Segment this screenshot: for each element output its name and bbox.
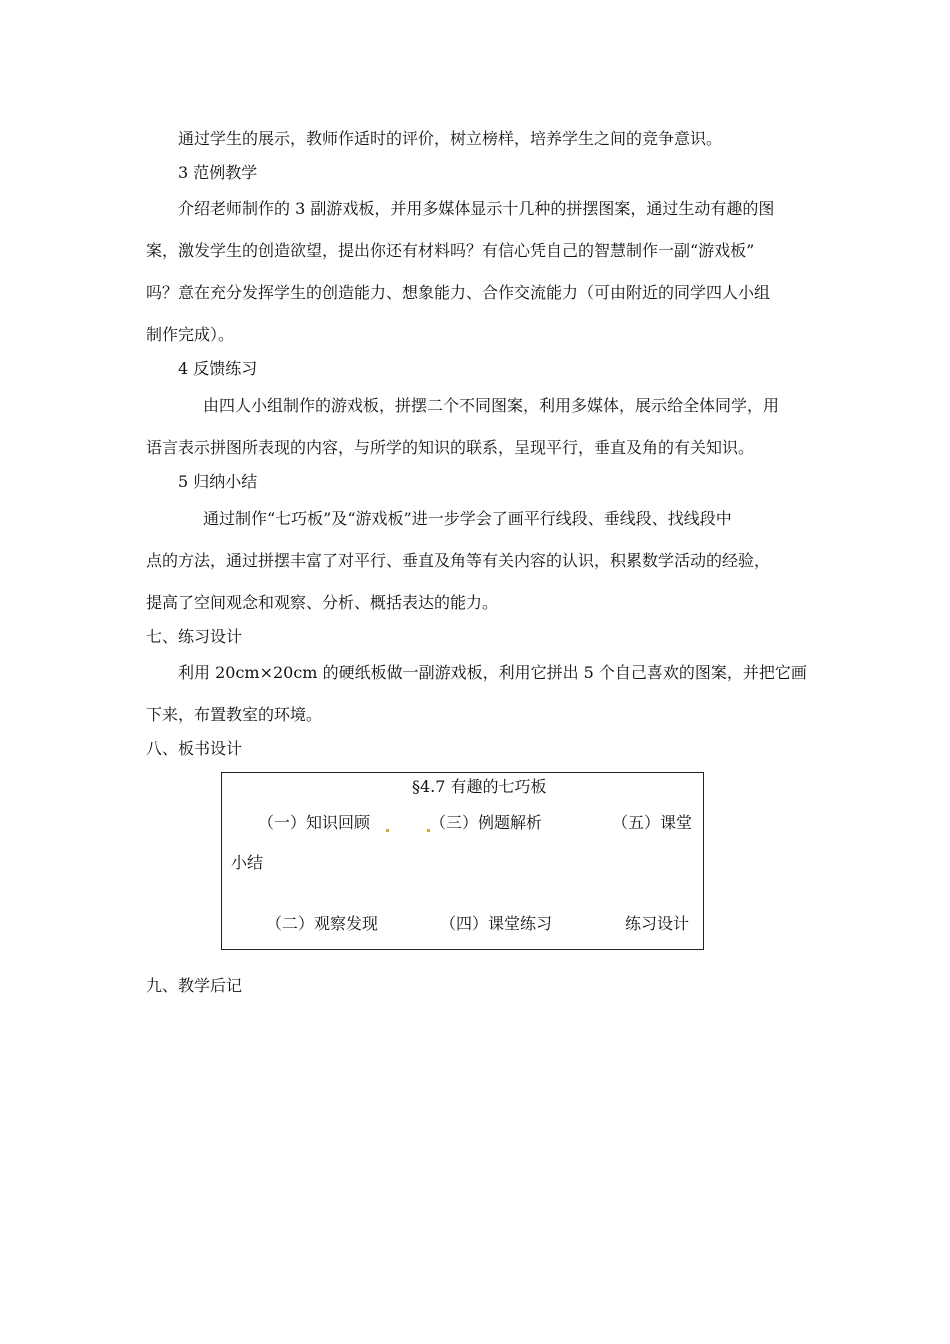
section-exercise-design: 七、练习设计 bbox=[146, 627, 243, 646]
paragraph-exercise-line-1: 利用 20cm×20cm 的硬纸板做一副游戏板，利用它拼出 5 个自己喜欢的图案，并把它画 bbox=[178, 663, 807, 682]
board-design-box bbox=[221, 772, 704, 950]
decorative-dot bbox=[386, 829, 389, 832]
paragraph-summary-line-2: 点的方法，通过拼摆丰富了对平行、垂直及角等有关内容的认识，积累数学活动的经验， bbox=[146, 551, 771, 570]
paragraph-feedback-line-2: 语言表示拼图所表现的内容，与所学的知识的联系，呈现平行，垂直及角的有关知识。 bbox=[146, 438, 755, 457]
paragraph-feedback-line-1: 由四人小组制作的游戏板，拼摆二个不同图案，利用多媒体，展示给全体同学，用 bbox=[203, 396, 780, 415]
board-item-class-summary: （五）课堂 bbox=[612, 813, 693, 832]
board-title: §4.7 有趣的七巧板 bbox=[412, 777, 547, 796]
board-item-class-practice: （四）课堂练习 bbox=[440, 914, 553, 933]
paragraph-example-line-1: 介绍老师制作的 3 副游戏板，并用多媒体显示十几种的拼摆图案，通过生动有趣的图 bbox=[178, 199, 775, 218]
section-teaching-notes: 九、教学后记 bbox=[146, 976, 243, 995]
board-item-exercise-design: 练习设计 bbox=[625, 914, 690, 933]
heading-feedback-practice: 4 反馈练习 bbox=[178, 359, 258, 378]
paragraph-display-evaluation: 通过学生的展示，教师作适时的评价，树立榜样，培养学生之间的竞争意识。 bbox=[178, 129, 723, 148]
board-item-class-summary-cont: 小结 bbox=[231, 853, 264, 872]
heading-example-teaching: 3 范例教学 bbox=[178, 163, 258, 182]
board-item-knowledge-review: （一）知识回顾 bbox=[258, 813, 371, 832]
paragraph-summary-line-3: 提高了空间观念和观察、分析、概括表达的能力。 bbox=[146, 593, 499, 612]
paragraph-exercise-line-2: 下来，布置教室的环境。 bbox=[146, 705, 323, 724]
section-board-design: 八、板书设计 bbox=[146, 739, 243, 758]
paragraph-example-line-3: 吗？意在充分发挥学生的创造能力、想象能力、合作交流能力（可由附近的同学四人小组 bbox=[146, 283, 771, 302]
board-item-observe-discover: （二）观察发现 bbox=[266, 914, 379, 933]
board-item-example-analysis: （三）例题解析 bbox=[430, 813, 543, 832]
heading-summary: 5 归纳小结 bbox=[178, 472, 258, 491]
paragraph-summary-line-1: 通过制作“七巧板”及“游戏板”进一步学会了画平行线段、垂线段、找线段中 bbox=[203, 509, 732, 528]
paragraph-example-line-2: 案，激发学生的创造欲望，提出你还有材料吗？有信心凭自己的智慧制作一副“游戏板” bbox=[146, 241, 755, 260]
paragraph-example-line-4: 制作完成）。 bbox=[146, 325, 235, 344]
